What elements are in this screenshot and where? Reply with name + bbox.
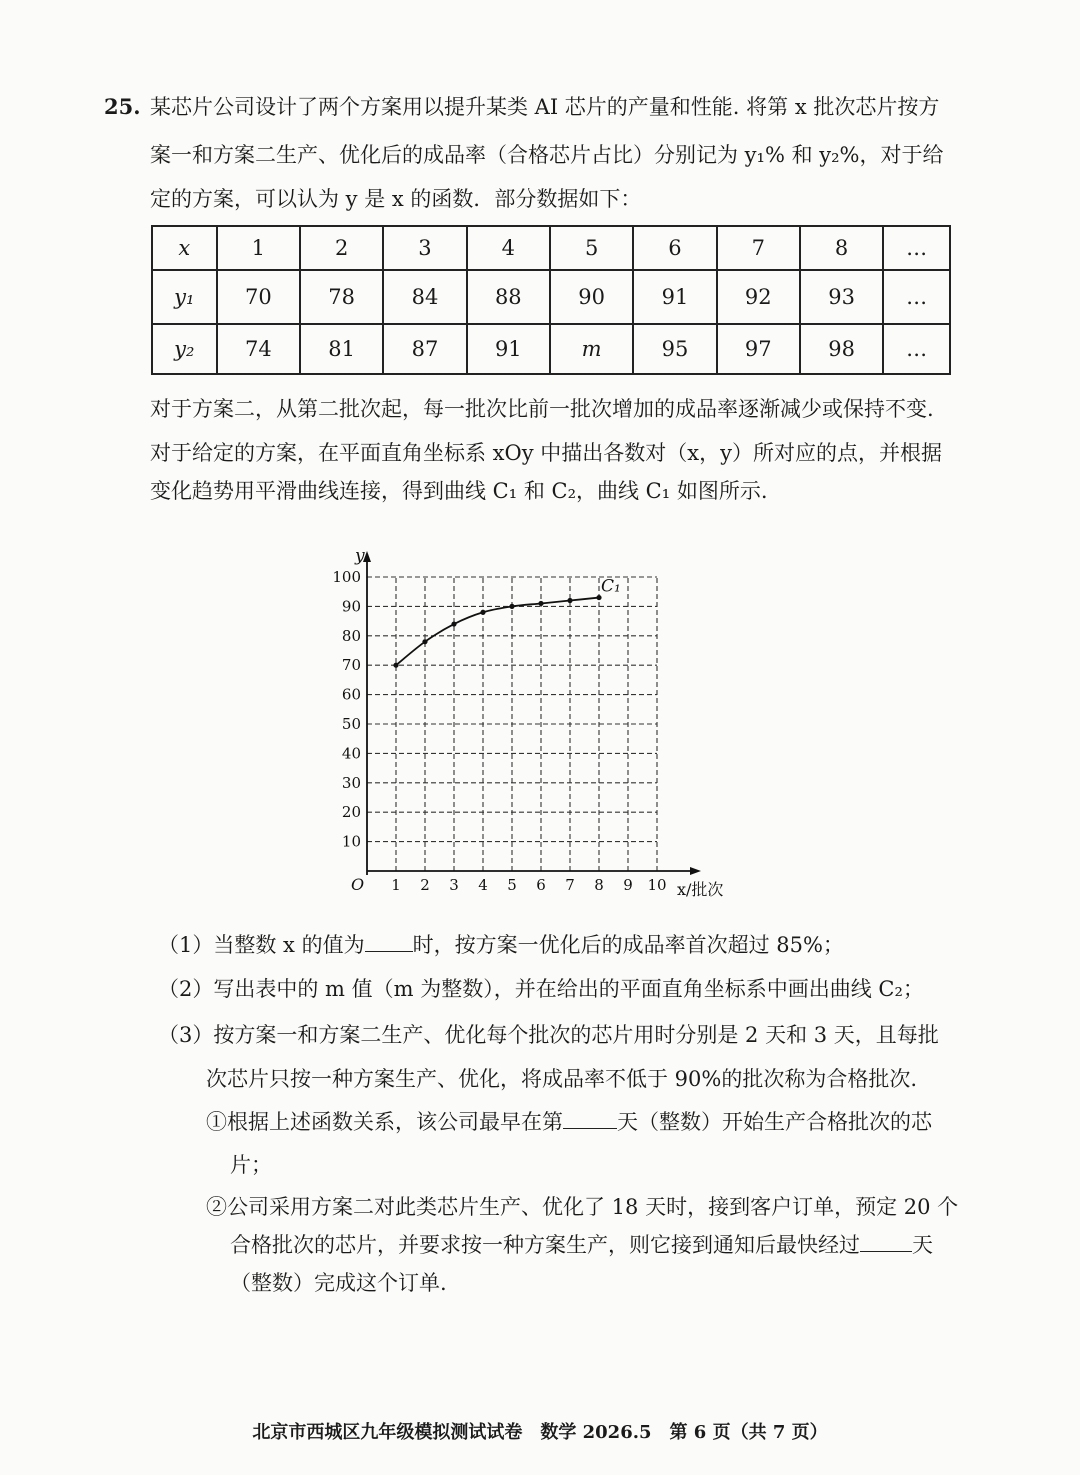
x-tick-label: 7 [565, 876, 575, 894]
table-cell: m [550, 324, 633, 374]
series-label-c1: C₁ [601, 576, 621, 597]
table-cell: 8 [800, 226, 883, 270]
x-tick-label: 4 [478, 876, 488, 894]
table-cell: 4 [467, 226, 550, 270]
q3-part-2-line-3: （整数）完成这个订单. [230, 1271, 447, 1295]
table-cell: … [883, 226, 950, 270]
table-cell: 97 [717, 324, 800, 374]
table-cell: 6 [633, 226, 716, 270]
intro-line-3: 定的方案，可以认为 y 是 x 的函数．部分数据如下： [150, 187, 642, 211]
q2-number: （2） [158, 977, 214, 1001]
data-point [509, 604, 514, 609]
q3-1-text-c: 片； [230, 1153, 272, 1177]
table-cell: 93 [800, 270, 883, 324]
y-tick-label: 60 [341, 685, 361, 704]
table-cell: y₁ [152, 270, 217, 324]
data-point [393, 663, 398, 668]
y-tick-label: 20 [341, 803, 361, 822]
page-footer: 北京市西城区九年级模拟测试试卷 数学 2026.5 第 6 页（共 7 页） [252, 1422, 828, 1443]
table-cell: 88 [467, 270, 550, 324]
y-tick-label: 50 [341, 715, 361, 733]
x-tick-label: 1 [391, 876, 401, 894]
q2-text: 写出表中的 m 值（m 为整数），并在给出的平面直角坐标系中画出曲线 C₂； [213, 977, 924, 1001]
table-row-x [152, 226, 950, 270]
data-point [567, 598, 572, 603]
after-line-2: 对于给定的方案，在平面直角坐标系 xOy 中描出各数对（x，y）所对应的点，并根据 [150, 441, 942, 465]
y-tick-label: 10 [341, 832, 361, 851]
data-point [422, 639, 427, 644]
table-cell: 70 [217, 270, 300, 324]
y-tick-label: 80 [341, 626, 361, 645]
table-row-y2 [152, 324, 950, 374]
table-cell: … [883, 270, 950, 324]
table-cell: 5 [550, 226, 633, 270]
y-tick-label: 100 [332, 568, 361, 586]
answer-blank[interactable] [365, 931, 413, 952]
q3-line-2: 次芯片只按一种方案生产、优化，将成品率不低于 90%的批次称为合格批次. [206, 1067, 918, 1091]
q3-part-2-line-1: ②公司采用方案二对此类芯片生产、优化了 18 天时，接到客户订单，预定 20 个 [206, 1195, 959, 1219]
table-cell: 92 [717, 270, 800, 324]
q3-part-2-line-2 [230, 1230, 933, 1260]
y-axis-label: y [355, 546, 365, 566]
table-cell: 84 [383, 270, 466, 324]
x-tick-label: 10 [647, 876, 667, 894]
data-point [451, 621, 456, 626]
q1-text-a: 当整数 x 的值为 [213, 933, 365, 957]
table-cell: 2 [300, 226, 383, 270]
origin-label: O [351, 875, 365, 894]
q3-2-text-b: 合格批次的芯片，并要求按一种方案生产，则它接到通知后最快经过 [230, 1233, 860, 1257]
q1-number: （1） [158, 933, 214, 957]
table-cell: 74 [217, 324, 300, 374]
q3-number: （3） [158, 1023, 214, 1047]
after-line-1: 对于方案二，从第二批次起，每一批次比前一批次增加的成品率逐渐减少或保持不变. [150, 397, 934, 421]
table-cell: 87 [383, 324, 466, 374]
q3-1-text-a: ①根据上述函数关系，该公司最早在第 [206, 1110, 563, 1134]
table-cell: 91 [467, 324, 550, 374]
table-cell: 98 [800, 324, 883, 374]
x-tick-label: 8 [594, 876, 604, 894]
x-axis-arrow [690, 867, 701, 875]
intro-line-1: 某芯片公司设计了两个方案用以提升某类 AI 芯片的产量和性能. 将第 x 批次芯片按方 [150, 95, 940, 119]
y-tick-label: 40 [341, 744, 361, 763]
table-cell: 91 [633, 270, 716, 324]
table-cell: 78 [300, 270, 383, 324]
table-cell: 81 [300, 324, 383, 374]
y-tick-label: 90 [341, 597, 361, 616]
table-cell: y₂ [152, 324, 217, 374]
q3-line-1: 按方案一和方案二生产、优化每个批次的芯片用时分别是 2 天和 3 天，且每批 [213, 1023, 939, 1047]
c1-chart [330, 540, 750, 900]
table-cell: 1 [217, 226, 300, 270]
table-cell: 90 [550, 270, 633, 324]
data-point [480, 610, 485, 615]
subquestion-3 [158, 1020, 939, 1050]
answer-blank[interactable] [563, 1108, 617, 1129]
x-tick-label: 3 [449, 876, 459, 894]
data-table [151, 225, 951, 375]
q3-1-text-b: 天（整数）开始生产合格批次的芯 [617, 1110, 932, 1134]
table-cell: 95 [633, 324, 716, 374]
subquestion-1 [158, 930, 844, 960]
q3-2-text-c: 天 [912, 1233, 933, 1257]
x-tick-label: 9 [623, 876, 633, 894]
series-line-c1 [396, 598, 599, 666]
table-cell: 7 [717, 226, 800, 270]
data-point [538, 601, 543, 606]
after-line-3: 变化趋势用平滑曲线连接，得到曲线 C₁ 和 C₂，曲线 C₁ 如图所示. [150, 479, 768, 503]
answer-blank[interactable] [860, 1231, 912, 1252]
x-axis-label: x/批次 [677, 880, 724, 899]
q1-text-b: 时，按方案一优化后的成品率首次超过 85%； [412, 933, 844, 957]
subquestion-2 [158, 974, 924, 1004]
table-cell: x [152, 226, 217, 270]
x-tick-label: 5 [507, 876, 517, 894]
x-tick-label: 2 [420, 876, 430, 894]
table-cell: … [883, 324, 950, 374]
table-cell: 3 [383, 226, 466, 270]
table-row-y1 [152, 270, 950, 324]
intro-line-2: 案一和方案二生产、优化后的成品率（合格芯片占比）分别记为 y₁% 和 y₂%，对于给 [150, 143, 944, 167]
question-number: 25. [104, 94, 141, 119]
x-tick-label: 6 [536, 876, 546, 894]
y-tick-label: 30 [341, 773, 361, 792]
y-tick-label: 70 [341, 656, 361, 675]
q3-part-1 [206, 1107, 932, 1137]
